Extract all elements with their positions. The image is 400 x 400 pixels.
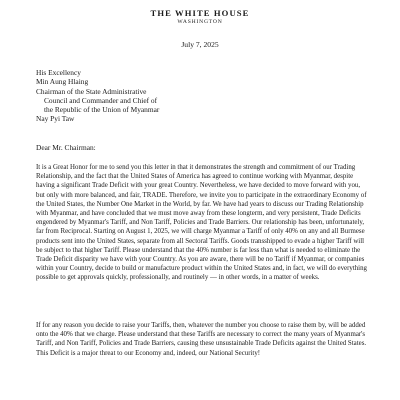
recipient-line: Min Aung Hlaing: [36, 77, 89, 87]
recipient-line: Nay Pyi Taw: [36, 114, 75, 124]
recipient-address: [36, 68, 366, 124]
body-paragraph: If for any reason you decide to raise your Tariffs, then, whatever the number you choose to raise them by, will be added onto the 40% that we charge. Please understand that these Tariffs are necessary to correct the many years of Myanmar's Tariff, and Non Tariff, Policies and Trade Barriers, causing these unsustainable Trade Deficits against the United States. This Deficit is a major threat to our Economy and, indeed, our National Security!: [36, 322, 367, 357]
letterhead-title: THE WHITE HOUSE: [150, 8, 250, 18]
letterhead: [0, 8, 400, 26]
recipient-line: Chairman of the State Administrative: [36, 86, 147, 96]
salutation: Dear Mr. Chairman:: [36, 143, 96, 152]
letterhead-subtitle: WASHINGTON: [177, 19, 223, 25]
recipient-line: Council and Commander and Chief of: [44, 95, 158, 105]
recipient-line: His Excellency: [36, 68, 81, 77]
body-paragraph: It is a Great Honor for me to send you this letter in that it demonstrates the strength and commitment of our Trading Relationship, and the fact that the United States of America has agreed to continue working with Myanmar, despite having a significant Trade Deficit with your great Country. Nevertheless, we have decided to move forward with you, but only with more balanced, and fair, TRADE. Therefore, we invite you to participate in the extraordinary Economy of the United States, the Number One Market in the World, by far. We have had years to discuss our Trading Relationship with Myanmar, and have concluded that we must move away from these longterm, and very persistent, Trade Deficits engendered by Myanmar's Tariff, and Non Tariff, Policies and Trade Barriers. Our relationship has been, unfortunately, far from Reciprocal. Starting on August 1, 2025, we will charge Myanmar a Tariff of only 40% on any and all Burmese products sent into the United States, separate from all Sectoral Tariffs. Goods transshipped to evade a higher Tariff will be subject to that higher Tariff. Please understand that the 40% number is far less than what is needed to eliminate the Trade Deficit disparity we have with your Country. As you are aware, there will be no Tariff if Myanmar, or companies within your Country, decide to build or manufacture product within the United States and, in fact, we will do everything possible to get approvals quickly, professionally, and routinely — in other words, in a matter of weeks.: [36, 164, 367, 282]
letter-date: July 7, 2025: [181, 40, 219, 49]
recipient-line: the Republic of the Union of Myanmar: [44, 105, 160, 115]
